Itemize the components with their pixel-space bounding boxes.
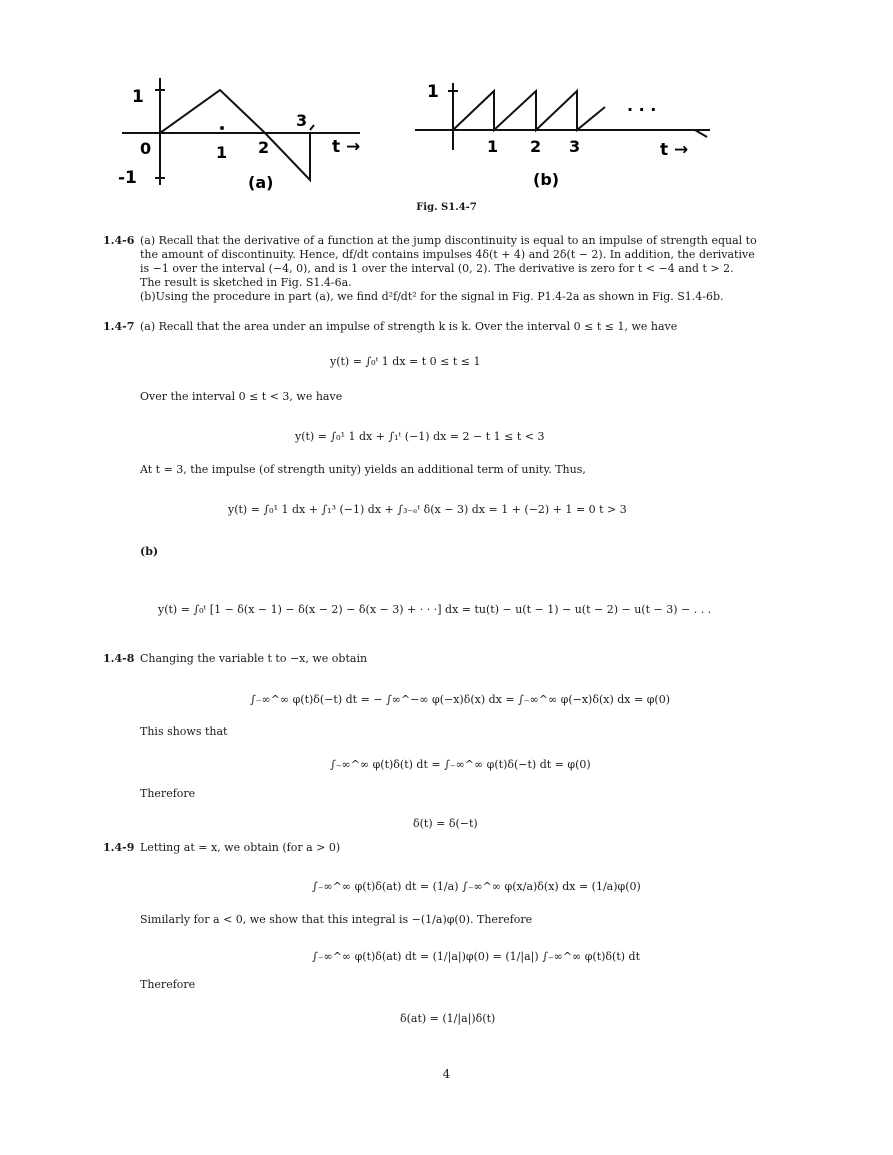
p147-eq4: y(t) = ∫₀ᵗ [1 − δ(x − 1) − δ(x − 2) − δ(x − 3) + · · ·] dx = tu(t) − u(t − 1) − u(t − 2) − u(t − 3) − . . . [158,603,712,616]
p147-intro: (a) Recall that the area under an impulse of strength k is k. Over the interval 0 ≤ t ≤ 1, we have [140,320,678,333]
p148-text2: This shows that [140,725,228,738]
p147-text3: At t = 3, the impulse (of strength unity) yields an additional term of unity. Thus, [140,463,586,476]
p146-line3: is −1 over the interval (−4, 0), and is 1 over the interval (0, 2). The derivative is zero for t < −4 and t > 2. [140,262,734,275]
fig-a-ytick-1: 1 [132,87,144,107]
p148-eq1: ∫₋∞^∞ φ(t)δ(−t) dt = − ∫∞^−∞ φ(−x)δ(x) dx = ∫₋∞^∞ φ(−x)δ(x) dx = φ(0) [250,693,670,706]
fig-a-label: (a) [248,173,274,192]
page-number: 4 [442,1067,451,1081]
figure-b [405,75,725,195]
p149-eq1: ∫₋∞^∞ φ(t)δ(at) dt = (1/a) ∫₋∞^∞ φ(x/a)δ(x) dx = (1/a)φ(0) [312,880,641,893]
fig-a-axis-label: t → [332,137,361,157]
p148-eq2: ∫₋∞^∞ φ(t)δ(t) dt = ∫₋∞^∞ φ(t)δ(−t) dt = φ(0) [330,758,591,771]
figure-caption: Fig. S1.4-7 [416,202,477,213]
problem-number-149: 1.4-9 [103,841,135,854]
p147-eq3: y(t) = ∫₀¹ 1 dx + ∫₁³ (−1) dx + ∫₃₋ₑᵗ δ(x − 3) dx = 1 + (−2) + 1 = 0 t > 3 [228,503,627,516]
p147-text2: Over the interval 0 ≤ t < 3, we have [140,390,343,403]
fig-b-ytick-1: 1 [427,82,439,102]
fig-a-xtick-3: 3 [296,111,308,130]
fig-b-label: (b) [533,170,560,189]
fig-a-xtick-1: 1 [216,143,228,162]
p149-text2: Similarly for a < 0, we show that this integral is −(1/a)φ(0). Therefore [140,913,533,926]
problem-number-147: 1.4-7 [103,320,135,333]
problem-number-148: 1.4-8 [103,652,135,665]
p149-eq2: ∫₋∞^∞ φ(t)δ(at) dt = (1/|a|)φ(0) = (1/|a|) ∫₋∞^∞ φ(t)δ(t) dt [312,950,641,963]
fig-b-xtick-1: 1 [487,137,499,156]
problem-number-146: 1.4-6 [103,234,135,247]
p148-intro: Changing the variable t to −x, we obtain [140,652,368,665]
p147-b-label: (b) [140,545,159,558]
figure-a [110,70,380,195]
fig-a-xtick-2: 2 [258,138,270,157]
p147-eq1: y(t) = ∫₀ᵗ 1 dx = t 0 ≤ t ≤ 1 [330,355,481,368]
p146-line5: (b)Using the procedure in part (a), we find d²f/dt² for the signal in Fig. P1.4-2a as shown in Fig. S1.4-6b. [140,290,724,303]
p148-eq3: δ(t) = δ(−t) [413,817,478,830]
p146-line2: the amount of discontinuity. Hence, df/dt contains impulses 4δ(t + 4) and 2δ(t − 2). In addition, the derivative [140,248,755,261]
p149-text3: Therefore [140,978,196,991]
fig-a-xtick-0: 0 [140,139,152,158]
fig-b-dots: . . . [627,96,657,115]
fig-a-ytick-minus1: -1 [118,168,137,188]
p147-eq2: y(t) = ∫₀¹ 1 dx + ∫₁ᵗ (−1) dx = 2 − t 1 ≤ t < 3 [295,430,545,443]
p146-line4: The result is sketched in Fig. S1.4-6a. [140,276,352,289]
p149-eq3: δ(at) = (1/|a|)δ(t) [400,1012,496,1025]
p149-intro: Letting at = x, we obtain (for a > 0) [140,841,341,854]
p148-text3: Therefore [140,787,196,800]
fig-b-xtick-2: 2 [530,137,542,156]
fig-b-axis-label: t → [660,140,689,160]
p146-line1: (a) Recall that the derivative of a function at the jump discontinuity is equal to an impulse of strength equal to [140,234,757,247]
fig-b-xtick-3: 3 [569,137,581,156]
